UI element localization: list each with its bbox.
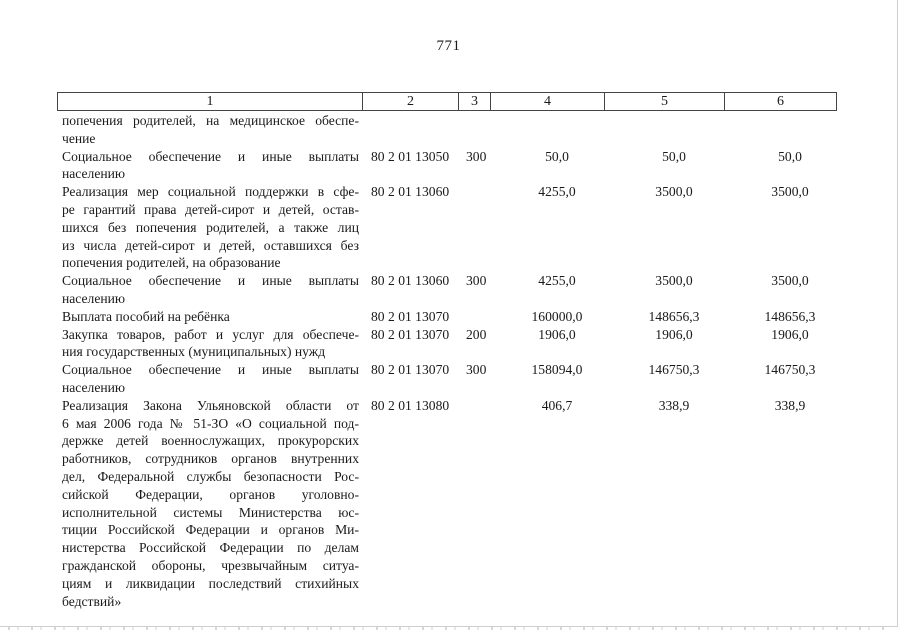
description-line: Социальное обеспечение и иные выплаты (62, 362, 359, 378)
row-value-col6: 50,0 (778, 148, 802, 164)
description-line: работников, сотрудников органов внутренних (62, 451, 359, 467)
header-col-3: 3 (458, 93, 490, 110)
description-line: из числа детей-сирот и детей, оставшихся без (62, 237, 359, 253)
row-value-col4: 4255,0 (538, 184, 576, 200)
page-number: 771 (436, 38, 461, 54)
row-value-col5: 50,0 (662, 148, 686, 164)
row-code: 80 2 01 13080 (371, 397, 450, 413)
description-line: тиции Российской Федерации и органов Ми- (62, 522, 359, 538)
description-line: населению (62, 166, 126, 182)
row-value-col6: 338,9 (774, 397, 806, 413)
row-value-col5: 146750,3 (648, 362, 700, 378)
description-line: исполнительной системы Министерства юс- (62, 504, 359, 520)
description-line: сийской Федерации, органов уголовно- (62, 486, 359, 502)
header-col-5: 5 (604, 93, 724, 110)
row-value-col4: 406,7 (541, 397, 573, 413)
header-col-1: 1 (206, 94, 214, 109)
description-line: Выплата пособий на ребёнка (62, 308, 230, 324)
header-col-6: 6 (724, 93, 836, 110)
row-value-col6: 148656,3 (764, 308, 816, 324)
description-line: Социальное обеспечение и иные выплаты (62, 273, 359, 289)
description-line: нистерства Российской Федерации по делам (62, 540, 359, 556)
row-value-col6: 3500,0 (771, 184, 809, 200)
row-code: 80 2 01 13050 (371, 148, 450, 164)
description-line: держке детей военнослужащих, прокурорских (62, 433, 359, 449)
row-value-col6: 1906,0 (771, 326, 809, 342)
row-description (62, 361, 359, 397)
row-value-col6: 3500,0 (771, 273, 809, 289)
row-code: 80 2 01 13070 (371, 362, 450, 378)
row-description (62, 148, 359, 184)
description-line: бедствий» (62, 593, 122, 609)
row-value-col5: 3500,0 (655, 184, 693, 200)
description-line: попечения родителей, на образование (62, 255, 281, 271)
row-expense-type: 300 (466, 362, 487, 378)
description-line: Реализация мер социальной поддержки в сфе- (62, 184, 359, 200)
description-line: Социальное обеспечение и иные выплаты (62, 148, 359, 164)
row-value-col4: 158094,0 (531, 362, 583, 378)
description-line: циям и ликвидации последствий стихийных (62, 575, 359, 591)
description-line: гражданской обороны, чрезвычайным ситуа- (62, 557, 359, 573)
description-line: ре гарантий права детей-сирот и детей, остав- (62, 201, 359, 217)
row-code: 80 2 01 13060 (371, 184, 450, 200)
row-description (62, 272, 359, 308)
row-description (62, 183, 359, 272)
header-col-4: 4 (490, 93, 604, 110)
description-line: попечения родителей, на медицинское обеспе- (62, 113, 359, 128)
row-value-col6: 146750,3 (764, 362, 816, 378)
description-line: Закупка товаров, работ и услуг для обеспече- (62, 326, 359, 342)
description-line: населению (62, 290, 126, 306)
scan-edge-artifact (8, 627, 888, 630)
row-description (62, 397, 359, 611)
row-description (62, 326, 359, 362)
description-line: 6 мая 2006 года № 51-ЗО «О социальной под- (62, 415, 359, 431)
row-description (62, 308, 359, 326)
description-line: Реализация Закона Ульяновской области от (62, 397, 359, 413)
row-value-col4: 4255,0 (538, 273, 576, 289)
table-header-row (57, 92, 837, 111)
row-expense-type: 300 (466, 273, 487, 289)
row-value-col4: 50,0 (545, 148, 569, 164)
row-value-col5: 3500,0 (655, 273, 693, 289)
row-expense-type: 200 (466, 326, 487, 342)
row-value-col4: 160000,0 (531, 308, 583, 324)
row-code: 80 2 01 13070 (371, 308, 450, 324)
row-code: 80 2 01 13070 (371, 326, 450, 342)
description-line: дел, Федеральной службы безопасности Рос- (62, 468, 359, 484)
description-line: населению (62, 379, 126, 395)
header-col-2: 2 (362, 93, 458, 110)
row-value-col5: 148656,3 (648, 308, 700, 324)
row-value-col5: 1906,0 (655, 326, 693, 342)
description-line: чение (62, 130, 96, 146)
row-description (62, 112, 359, 148)
row-code: 80 2 01 13060 (371, 273, 450, 289)
row-expense-type: 300 (466, 148, 487, 164)
description-line: шихся без попечения родителей, а также лиц (62, 219, 359, 235)
row-value-col5: 338,9 (658, 397, 690, 413)
row-value-col4: 1906,0 (538, 326, 576, 342)
description-line: ния государственных (муниципальных) нужд (62, 344, 326, 360)
